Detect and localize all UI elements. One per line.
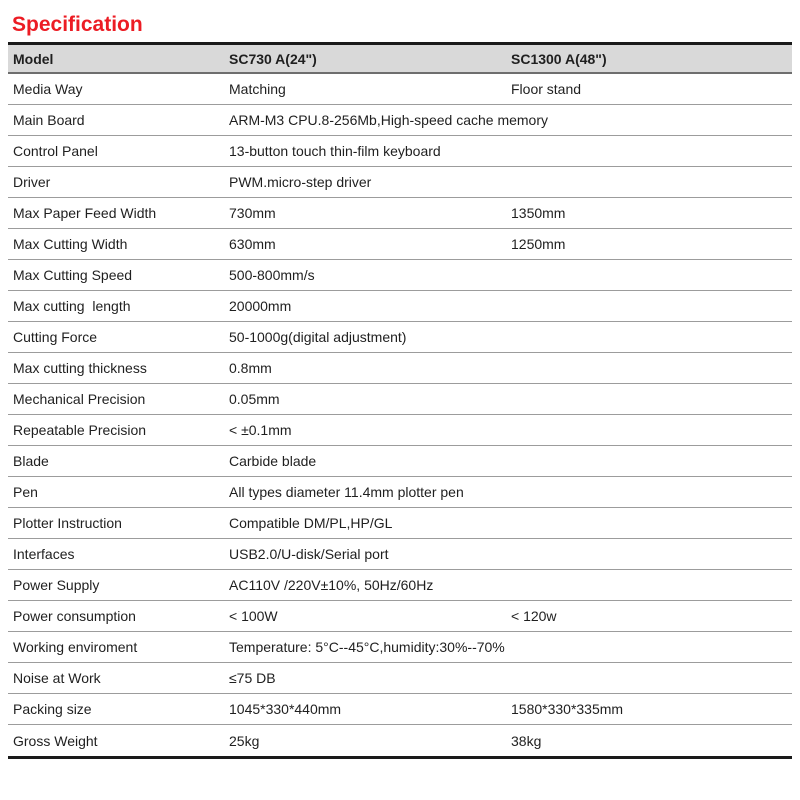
spec-label: Control Panel <box>13 143 98 159</box>
spec-value-col1: Carbide blade <box>229 453 317 469</box>
table-row <box>8 601 792 632</box>
specification-table <box>8 42 792 759</box>
spec-value-col1: ARM-M3 CPU.8-256Mb,High-speed cache memory <box>229 112 548 128</box>
spec-value-col2: 1250mm <box>511 236 566 252</box>
table-row <box>8 229 792 260</box>
table-row <box>8 167 792 198</box>
spec-value-col2: < 120w <box>511 608 557 624</box>
table-row <box>8 322 792 353</box>
table-row <box>8 725 792 756</box>
table-row <box>8 384 792 415</box>
table-row <box>8 508 792 539</box>
spec-table-body <box>8 74 792 756</box>
spec-value-col1: Matching <box>229 81 286 97</box>
spec-value-col1: All types diameter 11.4mm plotter pen <box>229 484 464 500</box>
spec-label: Main Board <box>13 112 85 128</box>
header-model-sc730: SC730 A(24") <box>229 50 317 67</box>
table-row <box>8 694 792 725</box>
spec-value-col2: Floor stand <box>511 81 582 97</box>
spec-value-col1: ≤75 DB <box>229 670 276 686</box>
spec-value-col1: 500-800mm/s <box>229 267 315 283</box>
table-row <box>8 136 792 167</box>
spec-label: Cutting Force <box>13 329 98 345</box>
spec-label: Power consumption <box>13 608 136 624</box>
spec-value-col2: 1580*330*335mm <box>511 701 624 717</box>
spec-value-col1: Compatible DM/PL,HP/GL <box>229 515 393 531</box>
spec-value-col1: < 100W <box>229 608 278 624</box>
spec-value-col1: AC110V /220V±10%, 50Hz/60Hz <box>229 577 434 593</box>
spec-label: Blade <box>13 453 49 469</box>
spec-value-col2: 1350mm <box>511 205 566 221</box>
table-header-row <box>8 45 792 74</box>
spec-label: Working enviroment <box>13 639 138 655</box>
spec-label: Media Way <box>13 81 83 97</box>
spec-value-col1: Temperature: 5°C--45°C,humidity:30%--70% <box>229 639 505 655</box>
table-row <box>8 632 792 663</box>
spec-sheet-page <box>0 13 800 800</box>
header-model-label: Model <box>13 50 54 67</box>
table-row <box>8 260 792 291</box>
spec-label: Max Cutting Width <box>13 236 128 252</box>
spec-label: Driver <box>13 174 51 190</box>
spec-label: Power Supply <box>13 577 100 593</box>
spec-value-col1: 13-button touch thin-film keyboard <box>229 143 441 159</box>
spec-label: Noise at Work <box>13 670 101 686</box>
spec-value-col1: 730mm <box>229 205 276 221</box>
spec-value-col1: 630mm <box>229 236 276 252</box>
table-row <box>8 74 792 105</box>
spec-label: Max cutting thickness <box>13 360 147 376</box>
spec-label: Interfaces <box>13 546 75 562</box>
table-row <box>8 477 792 508</box>
spec-label: Mechanical Precision <box>13 391 146 407</box>
spec-value-col1: < ±0.1mm <box>229 422 292 438</box>
spec-value-col1: 0.8mm <box>229 360 272 376</box>
spec-value-col1: 0.05mm <box>229 391 280 407</box>
table-row <box>8 105 792 136</box>
table-row <box>8 291 792 322</box>
spec-label: Repeatable Precision <box>13 422 147 438</box>
table-row <box>8 353 792 384</box>
table-row <box>8 198 792 229</box>
table-row <box>8 663 792 694</box>
spec-label: Max Cutting Speed <box>13 267 133 283</box>
spec-label: Max Paper Feed Width <box>13 205 157 221</box>
spec-label: Pen <box>13 484 38 500</box>
spec-value-col1: 25kg <box>229 732 260 749</box>
spec-value-col1: 50-1000g(digital adjustment) <box>229 329 407 345</box>
page-title: Specification <box>12 13 143 36</box>
table-row <box>8 415 792 446</box>
spec-value-col2: 38kg <box>511 732 542 749</box>
table-row <box>8 446 792 477</box>
spec-value-col1: PWM.micro-step driver <box>229 174 372 190</box>
table-row <box>8 539 792 570</box>
spec-label: Plotter Instruction <box>13 515 122 531</box>
table-row <box>8 570 792 601</box>
spec-value-col1: 1045*330*440mm <box>229 701 342 717</box>
spec-value-col1: USB2.0/U-disk/Serial port <box>229 546 389 562</box>
header-model-sc1300: SC1300 A(48") <box>511 50 607 67</box>
spec-label: Gross Weight <box>13 732 98 749</box>
spec-label: Max cutting length <box>13 298 131 314</box>
spec-label: Packing size <box>13 701 92 717</box>
spec-value-col1: 20000mm <box>229 298 292 314</box>
